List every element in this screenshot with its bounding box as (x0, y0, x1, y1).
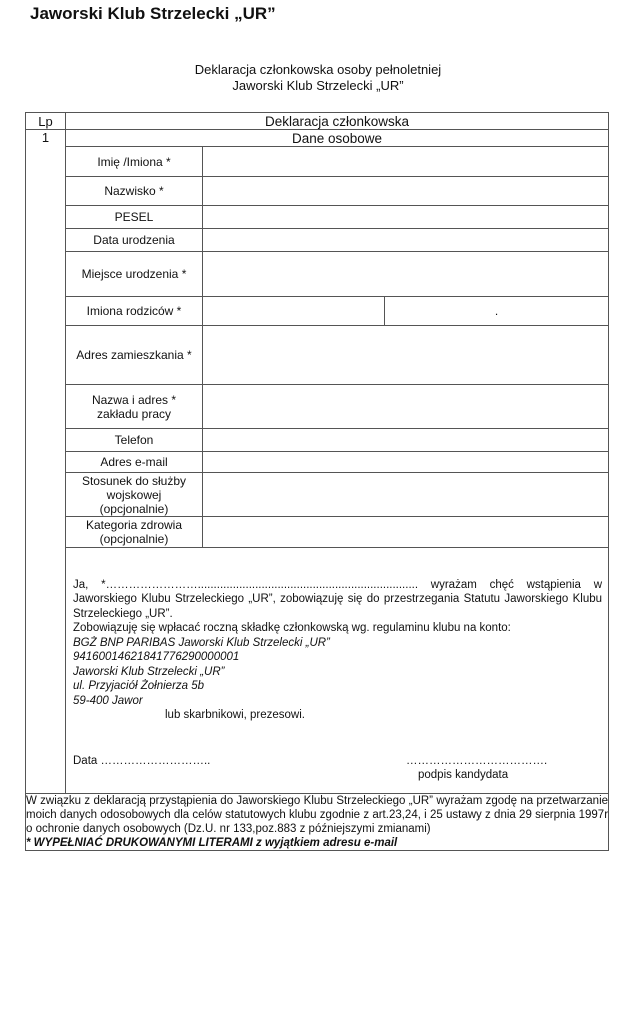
zdrowie-label-line2: (opcjonalnie) (99, 532, 169, 546)
signature-label: podpis kandydata (418, 768, 509, 781)
imie-input[interactable] (203, 147, 609, 177)
sluzba-label-line3: (opcjonalnie) (99, 501, 169, 516)
adres-input[interactable] (203, 326, 609, 385)
pesel-label: PESEL (66, 206, 203, 229)
declaration-table (25, 112, 609, 851)
field-row-pesel (26, 206, 609, 229)
telefon-label: Telefon (66, 429, 203, 452)
declaration-cell (66, 548, 609, 794)
sluzba-label (66, 473, 203, 517)
nazwisko-label: Nazwisko * (66, 177, 203, 206)
recipient-street: ul. Przyjaciół Żołnierza 5b (73, 680, 205, 692)
field-row-email (26, 452, 609, 473)
field-row-imiona-rodzicow (26, 297, 609, 326)
data-urodzenia-label: Data urodzenia (66, 229, 203, 252)
consent-text: W związku z deklaracją przystąpienia do Jaworskiego Klubu Strzeleckiego „UR” wyrażam zgodę na przetwarzanie moich danych odosobowych dla celów statutowych klubu zgodnie z art.23,24, i 25 ustawy z dnia 29 sierpnia 1997r o ochronie danych osobowych (Dz.U. nr 133,poz.883 z późniejszymi zmianami) (26, 795, 609, 835)
miejsce-urodzenia-input[interactable] (203, 252, 609, 297)
email-label: Adres e-mail (66, 452, 203, 473)
form-subtitle-line1: Deklaracja członkowska osoby pełnoletniej (194, 62, 442, 77)
field-row-data-urodzenia (26, 229, 609, 252)
zdrowie-label (66, 517, 203, 548)
consent-row (26, 794, 609, 851)
sluzba-input[interactable] (203, 473, 609, 517)
imie-label: Imię /Imiona * (66, 147, 203, 177)
zaklad-label-line1: Nazwa i adres * (91, 392, 177, 407)
field-row-zdrowie (26, 517, 609, 548)
declaration-paragraph1: Ja, *……………………..................................................................... wyrażam chęć wstąpienia w Jaworskiego Klubu Strzeleckiego „UR”, zobowiązuję się do przestrzegania Statutu Jaworskiego Klubu Strzeleckiego „UR”. (73, 578, 603, 620)
zaklad-input[interactable] (203, 385, 609, 429)
recipient-name: Jaworski Klub Strzelecki „UR” (73, 665, 225, 678)
zaklad-label-line2: zakładu pracy (96, 406, 172, 421)
email-input[interactable] (203, 452, 609, 473)
date-field[interactable]: Data ……………………….. (73, 754, 211, 767)
section-title: Dane osobowe (66, 130, 609, 147)
page-title: Jaworski Klub Strzelecki „UR” (30, 4, 276, 23)
declaration-paragraph2: Zobowiązuję się wpłacać roczną składkę członkowską wg. regulaminu klubu na konto: (73, 622, 511, 634)
sluzba-label-line1: Stosunek do służby (81, 473, 187, 488)
field-row-adres (26, 326, 609, 385)
bank-name: BGŻ BNP PARIBAS Jaworski Klub Strzelecki „UR” (73, 636, 330, 649)
section-row (26, 130, 609, 147)
field-row-nazwisko (26, 177, 609, 206)
miejsce-urodzenia-label: Miejsce urodzenia * (66, 252, 203, 297)
declaration-row (26, 548, 609, 794)
nazwisko-input[interactable] (203, 177, 609, 206)
telefon-input[interactable] (203, 429, 609, 452)
field-row-telefon (26, 429, 609, 452)
field-row-miejsce-urodzenia (26, 252, 609, 297)
recipient-city: 59-400 Jawor (73, 694, 143, 707)
signature-field[interactable]: ………………………………. (406, 754, 548, 767)
field-row-zaklad (26, 385, 609, 429)
consent-note: * WYPEŁNIAĆ DRUKOWANYMI LITERAMI z wyjątkiem adresu e-mail (26, 837, 398, 849)
table-header-row (26, 113, 609, 130)
data-urodzenia-input[interactable] (203, 229, 609, 252)
main-header: Deklaracja członkowska (66, 113, 609, 130)
imie-ojca-input[interactable] (203, 297, 385, 326)
sluzba-label-line2: wojskowej (106, 487, 162, 502)
alternative-payment: lub skarbnikowi, prezesowi. (165, 709, 305, 721)
imie-matki-input[interactable]: . (385, 297, 609, 326)
zaklad-label (66, 385, 203, 429)
consent-cell (26, 794, 609, 851)
zdrowie-input[interactable] (203, 517, 609, 548)
imiona-rodzicow-label: Imiona rodziców * (66, 297, 203, 326)
lp-header: Lp (26, 113, 66, 130)
adres-label: Adres zamieszkania * (66, 326, 203, 385)
row-number: 1 (26, 130, 66, 794)
pesel-input[interactable] (203, 206, 609, 229)
form-subtitle-line2: Jaworski Klub Strzelecki „UR” (232, 78, 404, 93)
account-number: 94160014621841776290000001 (73, 651, 240, 663)
field-row-sluzba (26, 473, 609, 517)
field-row-imie (26, 147, 609, 177)
zdrowie-label-line1: Kategoria zdrowia (85, 518, 183, 532)
